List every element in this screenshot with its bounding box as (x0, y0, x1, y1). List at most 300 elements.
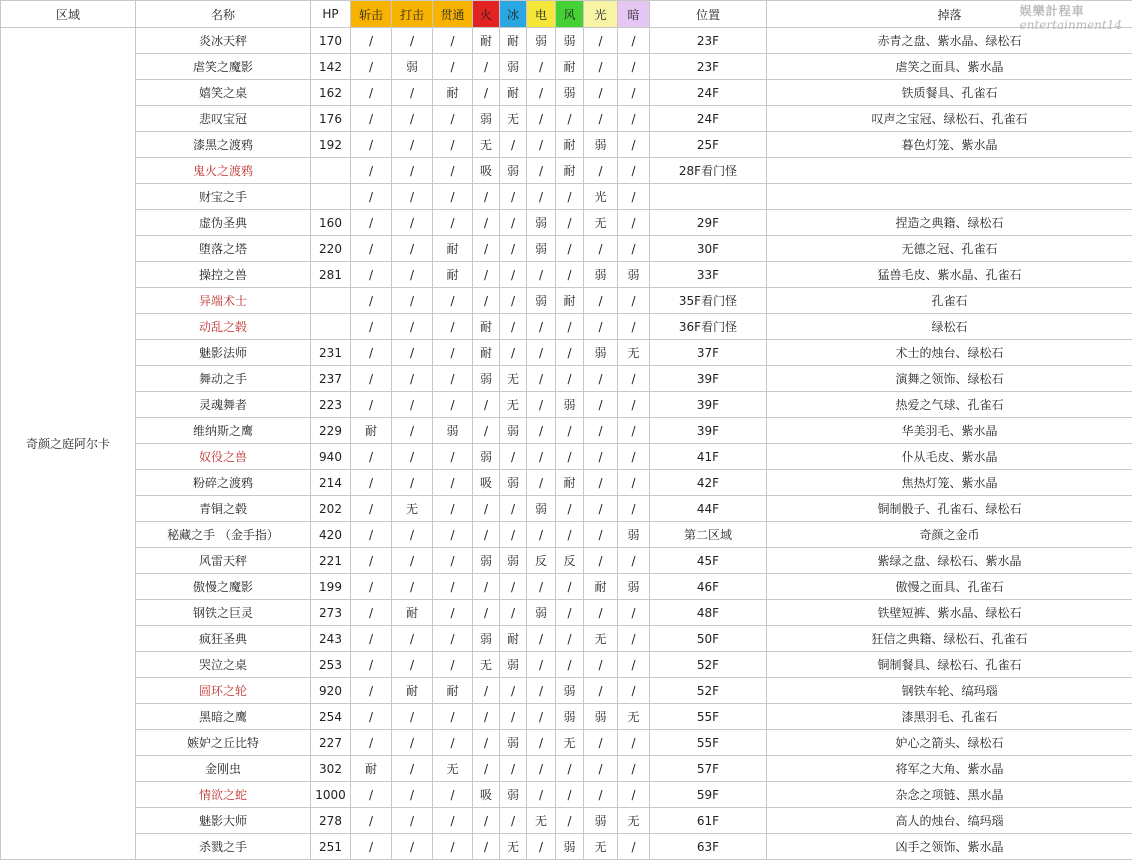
cell-elec: / (527, 392, 556, 418)
header-name: 名称 (136, 1, 311, 28)
cell-strike: / (392, 236, 433, 262)
cell-ice: 耐 (500, 626, 527, 652)
cell-fire: / (473, 600, 500, 626)
cell-loc: 39F (650, 366, 767, 392)
cell-slash: / (351, 314, 392, 340)
table-row (1, 678, 1132, 704)
cell-loc: 63F (650, 834, 767, 860)
cell-fire: / (473, 418, 500, 444)
cell-drops: 妒心之箭头、绿松石 (767, 730, 1132, 756)
cell-strike: / (392, 262, 433, 288)
cell-dark: 弱 (618, 262, 650, 288)
cell-drops: 赤青之盘、紫水晶、绿松石 (767, 28, 1132, 54)
cell-dark: / (618, 288, 650, 314)
cell-ice: 弱 (500, 158, 527, 184)
cell-wind: 弱 (556, 28, 584, 54)
cell-name: 黑暗之鹰 (136, 704, 311, 730)
cell-light: 光 (584, 184, 618, 210)
cell-pierce: / (433, 808, 473, 834)
cell-wind: 耐 (556, 288, 584, 314)
cell-loc: 55F (650, 730, 767, 756)
cell-fire: / (473, 730, 500, 756)
cell-drops: 铜制餐具、绿松石、孔雀石 (767, 652, 1132, 678)
cell-drops: 仆从毛皮、紫水晶 (767, 444, 1132, 470)
table-row (1, 262, 1132, 288)
cell-drops: 高人的烛台、缟玛瑙 (767, 808, 1132, 834)
table-row (1, 548, 1132, 574)
cell-ice: 弱 (500, 470, 527, 496)
cell-ice: / (500, 132, 527, 158)
cell-light: / (584, 496, 618, 522)
cell-dark: 无 (618, 808, 650, 834)
cell-dark: / (618, 834, 650, 860)
cell-wind: / (556, 366, 584, 392)
table-row (1, 392, 1132, 418)
cell-drops: 傲慢之面具、孔雀石 (767, 574, 1132, 600)
cell-light: / (584, 730, 618, 756)
cell-wind: / (556, 496, 584, 522)
header-hp: HP (311, 1, 351, 28)
cell-wind: 弱 (556, 678, 584, 704)
cell-elec: / (527, 314, 556, 340)
cell-elec: / (527, 80, 556, 106)
cell-strike: / (392, 782, 433, 808)
cell-dark: / (618, 28, 650, 54)
cell-light: / (584, 288, 618, 314)
cell-drops: 铁质餐具、孔雀石 (767, 80, 1132, 106)
cell-fire: / (473, 808, 500, 834)
cell-strike: / (392, 210, 433, 236)
cell-strike: / (392, 132, 433, 158)
cell-light: / (584, 28, 618, 54)
cell-light: / (584, 756, 618, 782)
table-row (1, 834, 1132, 860)
cell-hp: 223 (311, 392, 351, 418)
cell-name: 漆黑之渡鸦 (136, 132, 311, 158)
cell-dark: / (618, 54, 650, 80)
cell-slash: / (351, 444, 392, 470)
table-row (1, 184, 1132, 210)
cell-drops: 捏造之典籍、绿松石 (767, 210, 1132, 236)
cell-name: 奴役之兽 (136, 444, 311, 470)
cell-hp: 278 (311, 808, 351, 834)
cell-loc: 37F (650, 340, 767, 366)
cell-name: 魅影大师 (136, 808, 311, 834)
cell-slash: / (351, 392, 392, 418)
cell-light: / (584, 548, 618, 574)
cell-pierce: / (433, 184, 473, 210)
header-slash: 斩击 (351, 1, 392, 28)
cell-slash: / (351, 808, 392, 834)
cell-pierce: / (433, 28, 473, 54)
cell-name: 动乱之毂 (136, 314, 311, 340)
cell-hp: 420 (311, 522, 351, 548)
cell-ice: 弱 (500, 730, 527, 756)
cell-wind: / (556, 756, 584, 782)
cell-light: / (584, 314, 618, 340)
cell-dark: / (618, 496, 650, 522)
cell-pierce: 耐 (433, 678, 473, 704)
cell-ice: 弱 (500, 418, 527, 444)
cell-light: / (584, 366, 618, 392)
cell-strike: / (392, 418, 433, 444)
cell-wind: / (556, 522, 584, 548)
cell-strike: / (392, 28, 433, 54)
cell-dark: / (618, 236, 650, 262)
cell-fire: / (473, 288, 500, 314)
cell-ice: / (500, 496, 527, 522)
cell-elec: / (527, 756, 556, 782)
cell-dark: 弱 (618, 522, 650, 548)
table-row (1, 522, 1132, 548)
cell-name: 操控之兽 (136, 262, 311, 288)
cell-light: 弱 (584, 704, 618, 730)
cell-wind: / (556, 340, 584, 366)
cell-fire: 弱 (473, 548, 500, 574)
cell-hp (311, 314, 351, 340)
table-row (1, 418, 1132, 444)
cell-ice: / (500, 262, 527, 288)
cell-light: / (584, 106, 618, 132)
cell-wind: / (556, 314, 584, 340)
header-strike: 打击 (392, 1, 433, 28)
cell-fire: 耐 (473, 28, 500, 54)
cell-drops: 铁壁短裤、紫水晶、绿松石 (767, 600, 1132, 626)
header-dark: 暗 (618, 1, 650, 28)
cell-pierce: / (433, 392, 473, 418)
cell-name: 粉碎之渡鸦 (136, 470, 311, 496)
cell-elec: / (527, 418, 556, 444)
cell-hp: 160 (311, 210, 351, 236)
table-row (1, 574, 1132, 600)
header-ice: 冰 (500, 1, 527, 28)
cell-wind: / (556, 106, 584, 132)
cell-drops: 漆黑羽毛、孔雀石 (767, 704, 1132, 730)
table-row (1, 730, 1132, 756)
region-cell: 奇颜之庭阿尔卡 (1, 28, 136, 860)
cell-name: 堕落之塔 (136, 236, 311, 262)
cell-slash: 耐 (351, 756, 392, 782)
cell-ice: / (500, 210, 527, 236)
cell-elec: / (527, 782, 556, 808)
cell-strike: / (392, 444, 433, 470)
cell-strike: / (392, 652, 433, 678)
cell-light: 弱 (584, 340, 618, 366)
cell-elec: / (527, 704, 556, 730)
cell-wind: / (556, 210, 584, 236)
header-fire: 火 (473, 1, 500, 28)
cell-light: / (584, 54, 618, 80)
header-pierce: 贯通 (433, 1, 473, 28)
cell-wind: 无 (556, 730, 584, 756)
table-row (1, 470, 1132, 496)
cell-light: 无 (584, 834, 618, 860)
table-row (1, 704, 1132, 730)
cell-name: 鬼火之渡鸦 (136, 158, 311, 184)
cell-ice: 弱 (500, 54, 527, 80)
cell-light: / (584, 600, 618, 626)
cell-pierce: / (433, 470, 473, 496)
cell-fire: 弱 (473, 106, 500, 132)
cell-loc: 41F (650, 444, 767, 470)
cell-loc: 24F (650, 106, 767, 132)
cell-name: 灵魂舞者 (136, 392, 311, 418)
header-location: 位置 (650, 1, 767, 28)
cell-dark: / (618, 678, 650, 704)
cell-name: 舞动之手 (136, 366, 311, 392)
watermark (1020, 4, 1122, 32)
cell-hp: 214 (311, 470, 351, 496)
cell-hp: 273 (311, 600, 351, 626)
cell-fire: / (473, 80, 500, 106)
cell-drops: 钢铁车轮、缟玛瑙 (767, 678, 1132, 704)
cell-strike: / (392, 158, 433, 184)
cell-elec: 无 (527, 808, 556, 834)
cell-loc: 39F (650, 392, 767, 418)
cell-light: / (584, 158, 618, 184)
cell-dark: / (618, 106, 650, 132)
cell-drops: 紫绿之盘、绿松石、紫水晶 (767, 548, 1132, 574)
watermark-line2: entertainment14 (1019, 18, 1122, 32)
cell-slash: / (351, 678, 392, 704)
cell-wind: 反 (556, 548, 584, 574)
cell-slash: / (351, 834, 392, 860)
cell-slash: / (351, 574, 392, 600)
cell-fire: / (473, 574, 500, 600)
cell-name: 虚伪圣典 (136, 210, 311, 236)
cell-ice: 耐 (500, 80, 527, 106)
cell-strike: / (392, 808, 433, 834)
cell-wind: 弱 (556, 704, 584, 730)
cell-wind: / (556, 184, 584, 210)
table-row (1, 210, 1132, 236)
cell-dark: / (618, 756, 650, 782)
cell-hp: 221 (311, 548, 351, 574)
cell-drops: 铜制骰子、孔雀石、绿松石 (767, 496, 1132, 522)
cell-hp: 229 (311, 418, 351, 444)
cell-dark: / (618, 600, 650, 626)
cell-hp (311, 184, 351, 210)
cell-fire: 弱 (473, 366, 500, 392)
cell-name: 风雷天秤 (136, 548, 311, 574)
cell-loc: 23F (650, 54, 767, 80)
cell-elec: / (527, 730, 556, 756)
table-row (1, 756, 1132, 782)
cell-dark: / (618, 158, 650, 184)
cell-slash: / (351, 652, 392, 678)
cell-strike: / (392, 522, 433, 548)
cell-elec: / (527, 340, 556, 366)
cell-hp (311, 158, 351, 184)
cell-loc: 44F (650, 496, 767, 522)
cell-fire: / (473, 210, 500, 236)
cell-strike: / (392, 574, 433, 600)
table-row (1, 340, 1132, 366)
cell-name: 圆环之轮 (136, 678, 311, 704)
cell-wind: / (556, 626, 584, 652)
cell-fire: / (473, 522, 500, 548)
cell-dark: / (618, 782, 650, 808)
cell-hp: 202 (311, 496, 351, 522)
cell-light: / (584, 652, 618, 678)
cell-slash: / (351, 366, 392, 392)
cell-ice: / (500, 678, 527, 704)
cell-dark: / (618, 470, 650, 496)
cell-wind: / (556, 444, 584, 470)
cell-wind: / (556, 652, 584, 678)
cell-slash: / (351, 132, 392, 158)
cell-ice: 无 (500, 834, 527, 860)
cell-fire: 耐 (473, 314, 500, 340)
cell-pierce: 耐 (433, 262, 473, 288)
cell-pierce: 耐 (433, 80, 473, 106)
cell-light: / (584, 522, 618, 548)
cell-fire: 耐 (473, 340, 500, 366)
cell-elec: / (527, 184, 556, 210)
cell-slash: / (351, 262, 392, 288)
cell-fire: / (473, 54, 500, 80)
cell-pierce: / (433, 730, 473, 756)
cell-light: 无 (584, 210, 618, 236)
cell-name: 魅影法师 (136, 340, 311, 366)
cell-pierce: / (433, 132, 473, 158)
cell-loc: 30F (650, 236, 767, 262)
cell-strike: / (392, 80, 433, 106)
cell-strike: / (392, 834, 433, 860)
cell-strike: / (392, 626, 433, 652)
cell-loc: 55F (650, 704, 767, 730)
cell-drops: 术士的烛台、绿松石 (767, 340, 1132, 366)
cell-wind: 弱 (556, 392, 584, 418)
cell-hp: 192 (311, 132, 351, 158)
cell-wind: / (556, 600, 584, 626)
cell-elec: / (527, 522, 556, 548)
cell-slash: / (351, 210, 392, 236)
cell-hp: 142 (311, 54, 351, 80)
cell-strike: / (392, 366, 433, 392)
cell-hp: 162 (311, 80, 351, 106)
cell-strike: / (392, 392, 433, 418)
cell-ice: / (500, 184, 527, 210)
cell-elec: 反 (527, 548, 556, 574)
cell-dark: / (618, 652, 650, 678)
table-row (1, 314, 1132, 340)
cell-elec: 弱 (527, 600, 556, 626)
cell-loc: 25F (650, 132, 767, 158)
table-row (1, 54, 1132, 80)
watermark-line1: 娱樂計程車 (1019, 4, 1085, 18)
cell-drops (767, 184, 1132, 210)
cell-loc: 36F看门怪 (650, 314, 767, 340)
cell-fire: / (473, 756, 500, 782)
cell-light: 耐 (584, 574, 618, 600)
cell-hp: 231 (311, 340, 351, 366)
cell-dark: / (618, 626, 650, 652)
cell-light: / (584, 782, 618, 808)
cell-name: 虐笑之魔影 (136, 54, 311, 80)
cell-fire: / (473, 834, 500, 860)
cell-name: 傲慢之魔影 (136, 574, 311, 600)
cell-pierce: 弱 (433, 418, 473, 444)
cell-loc: 29F (650, 210, 767, 236)
cell-pierce: / (433, 782, 473, 808)
cell-hp: 243 (311, 626, 351, 652)
cell-dark: / (618, 80, 650, 106)
cell-hp: 253 (311, 652, 351, 678)
cell-dark: 无 (618, 340, 650, 366)
header-wind: 风 (556, 1, 584, 28)
cell-elec: 弱 (527, 496, 556, 522)
cell-dark: / (618, 418, 650, 444)
cell-light: / (584, 392, 618, 418)
cell-strike: 耐 (392, 678, 433, 704)
cell-hp: 199 (311, 574, 351, 600)
cell-elec: / (527, 574, 556, 600)
cell-pierce: / (433, 626, 473, 652)
cell-ice: / (500, 236, 527, 262)
cell-loc: 50F (650, 626, 767, 652)
cell-loc: 24F (650, 80, 767, 106)
cell-dark: 弱 (618, 574, 650, 600)
cell-strike: / (392, 470, 433, 496)
cell-slash: / (351, 288, 392, 314)
cell-ice: 耐 (500, 28, 527, 54)
cell-slash: / (351, 704, 392, 730)
cell-pierce: / (433, 366, 473, 392)
cell-strike: / (392, 704, 433, 730)
cell-hp (311, 288, 351, 314)
cell-ice: 无 (500, 392, 527, 418)
table-row (1, 28, 1132, 54)
cell-name: 秘藏之手 （金手指） (136, 522, 311, 548)
cell-loc: 46F (650, 574, 767, 600)
cell-wind: / (556, 808, 584, 834)
cell-name: 异端术士 (136, 288, 311, 314)
cell-fire: 吸 (473, 470, 500, 496)
cell-fire: 弱 (473, 626, 500, 652)
cell-slash: / (351, 54, 392, 80)
cell-pierce: / (433, 106, 473, 132)
cell-fire: / (473, 392, 500, 418)
cell-strike: / (392, 184, 433, 210)
cell-hp: 920 (311, 678, 351, 704)
cell-hp: 237 (311, 366, 351, 392)
cell-name: 青铜之毂 (136, 496, 311, 522)
cell-slash: / (351, 80, 392, 106)
cell-slash: 耐 (351, 418, 392, 444)
cell-pierce: / (433, 834, 473, 860)
cell-ice: / (500, 574, 527, 600)
cell-drops: 绿松石 (767, 314, 1132, 340)
cell-elec: / (527, 366, 556, 392)
cell-drops: 凶手之领饰、紫水晶 (767, 834, 1132, 860)
cell-pierce: 耐 (433, 236, 473, 262)
cell-strike: / (392, 340, 433, 366)
header-row (1, 1, 1132, 28)
cell-drops: 华美羽毛、紫水晶 (767, 418, 1132, 444)
table-row (1, 652, 1132, 678)
cell-drops: 叹声之宝冠、绿松石、孔雀石 (767, 106, 1132, 132)
cell-fire: 吸 (473, 158, 500, 184)
cell-ice: 弱 (500, 782, 527, 808)
cell-pierce: / (433, 314, 473, 340)
cell-light: 弱 (584, 132, 618, 158)
cell-loc: 45F (650, 548, 767, 574)
cell-pierce: / (433, 210, 473, 236)
cell-name: 悲叹宝冠 (136, 106, 311, 132)
cell-ice: 无 (500, 366, 527, 392)
cell-elec: / (527, 54, 556, 80)
